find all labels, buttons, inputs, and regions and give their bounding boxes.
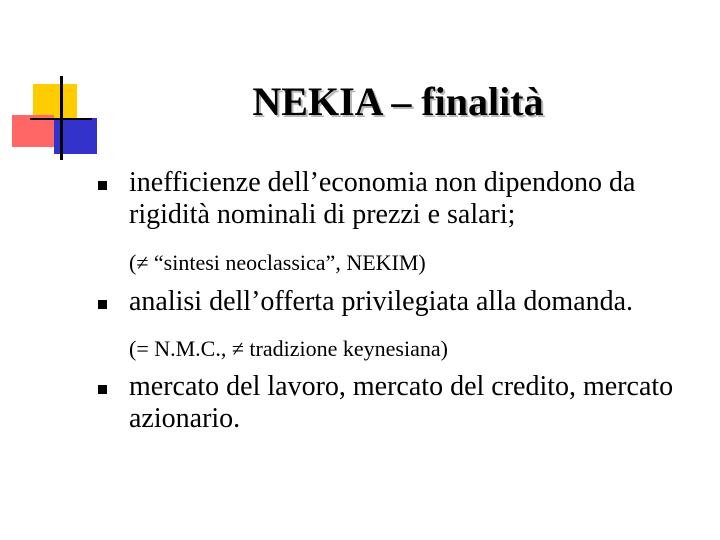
square-bullet-icon	[98, 385, 107, 394]
square-bullet-icon	[98, 181, 107, 190]
bullet-item-3-text: mercato del lavoro, mercato del credito, mercato azionario.	[129, 371, 674, 434]
bullet-item-2-text: analisi dell’offerta privilegiata alla domanda.	[129, 286, 634, 317]
bullet-item-1-text: inefficienze dell’economia non dipendono da rigidità nominali di prezzi e salari;	[129, 167, 636, 230]
slide-title: NEKIA – finalità	[252, 79, 544, 124]
bullet-item-2-note: (= N.M.C., ≠ tradizione keynesiana)	[129, 336, 448, 361]
square-bullet-icon	[98, 300, 107, 309]
logo-horizontal-line	[30, 118, 92, 120]
bullet-item-1-note: (≠ “sintesi neoclassica”, NEKIM)	[129, 250, 426, 275]
slide-logo	[0, 0, 100, 170]
